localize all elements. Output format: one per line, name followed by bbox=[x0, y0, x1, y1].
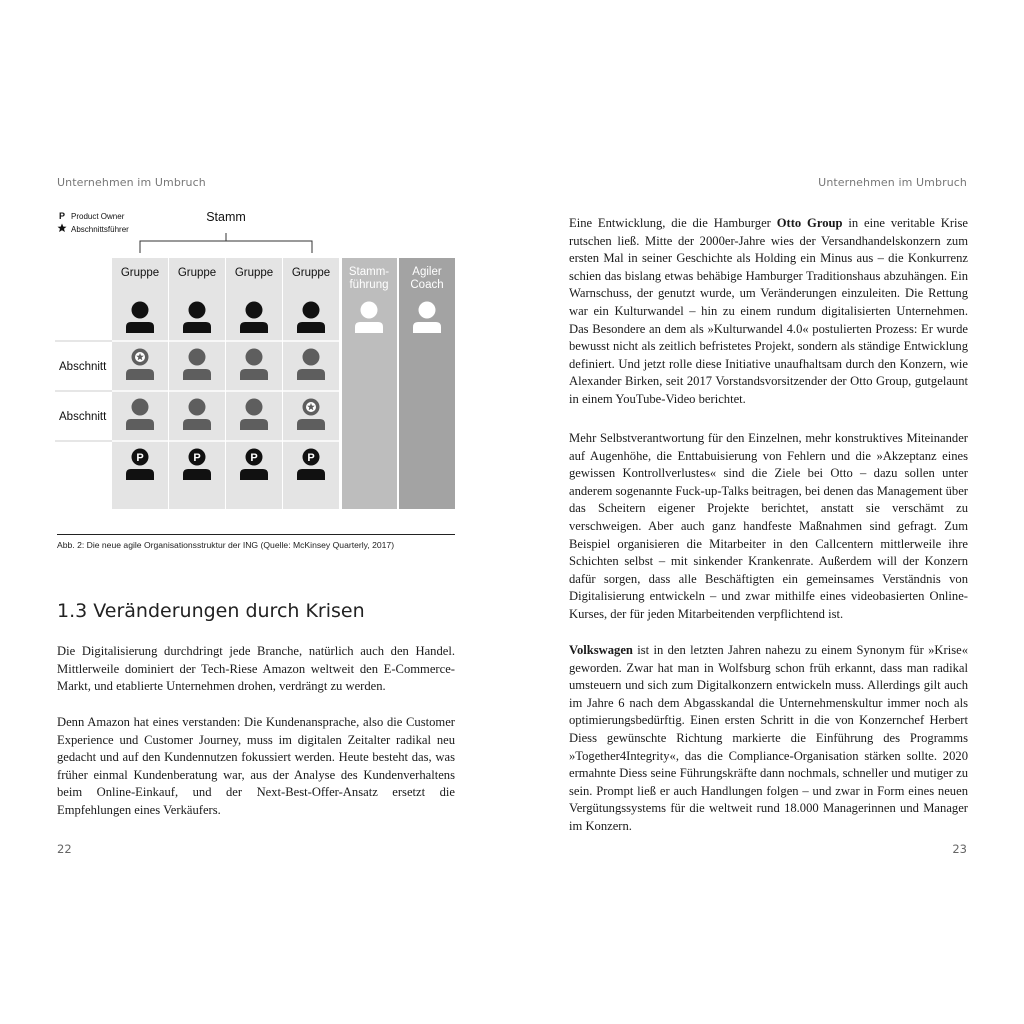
column-header-stamm-line2: führung bbox=[349, 279, 389, 291]
column-stamm-fuehrung bbox=[342, 258, 397, 509]
section-heading: 1.3 Veränderungen durch Krisen bbox=[57, 600, 365, 622]
page-number-right: 23 bbox=[952, 842, 967, 856]
column-header-gruppe-1: Gruppe bbox=[120, 267, 160, 279]
running-head-right: Unternehmen im Umbruch bbox=[818, 176, 967, 189]
left-paragraph-1: Die Digitalisierung durchdringt jede Branche, natürlich auch den Handel. Mittlerweile dominiert der Tech-Riese Amazon weltweit den E-Commerce-Markt, und etablierte Unternehmen drohen, verdrängt zu werden. bbox=[57, 644, 455, 694]
otto-text-post: in eine veritable Krise rutschen ließ. Mitte der 2000er-Jahre wies der Versandhandelskonzern zum ersten Mal in seiner Geschichte als Holding ein Minus aus – die Konkurrenz schien das bislang etwas behäbige Hamburger Traditionshaus abzuhängen. Ein Warnschuss, der genutzt wurde, um Veränderungen einzuleiten. Die Rettung war ein Kulturwandel – hin zu einem rundum digitalisierten Unternehmen. Das Besondere an dem als »Kulturwandel 4.0« postulierten Prozess: Er wurde bewusst nicht als zeitlich befristetes Projekt, sondern als ständige Entwicklung definiert. Und jetzt rolle diese Initiative unaufhaltsam durch den Konzern, wie Alexander Birken, seit 2017 Vorstandsvorsitzender der Otto Group, gutgelaunt in einem YouTube-Video berichtet. bbox=[569, 216, 968, 406]
volkswagen-text: ist in den letzten Jahren nahezu zu einem Synonym für »Krise« geworden. Zwar hat man in Wolfsburg schon früh erkannt, dass man radikal umsteuern und sich zum Digitalkonzern entwickeln muss. Allerdings gilt auch im Jahre 6 nach dem Abgasskandal die Unternehmenskultur immer noch als optimierungsbedürftig. Einen ersten Schritt in die von Konzernchef Herbert Diess gewünschte Richtung markierte die Einführung des Programms »Together4Integrity«, das die Compliance-Organisation stärken sollte. 2020 ermahnte Diess seine Führungskräfte dann nochmals, schneller und mutiger zu sein. Prompt ließ er auch Handlungen folgen – und zwar in Form eines neuen Vergütungssystems für die weltweit rund 18.000 Managerinnen und Manager im Konzern. bbox=[569, 643, 968, 833]
column-agiler-coach bbox=[399, 258, 455, 509]
running-head-left: Unternehmen im Umbruch bbox=[57, 176, 206, 189]
figure-caption: Abb. 2: Die neue agile Organisationsstruktur der ING (Quelle: McKinsey Quarterly, 2017) bbox=[57, 540, 395, 550]
svg-text:P: P bbox=[250, 452, 258, 464]
column-header-coach-line2: Coach bbox=[410, 279, 444, 291]
org-structure-figure bbox=[55, 205, 459, 515]
column-header-gruppe-3: Gruppe bbox=[234, 267, 274, 279]
right-paragraph-2: Mehr Selbstverantwortung für den Einzelnen, mehr konstruktives Miteinander auf Augenhöhe, die Enttabuisierung von Fehlern und die »Akzeptanz eines gewissen Kontrollverlustes« sind die Ziele bei Otto – dazu sollen unter anderem sogenannte Fuck-up-Talks beitragen, bei denen das Management über das Scheitern eigener Projekte berichtet, anstatt sie verschämt zu verschweigen. Aber auch ganz handfeste Maßnahmen sind gefragt. Zum Beispiel organisieren die Mitarbeiter in den Callcentern mittlerweile ihre Schichten selbst – mit sinkender Krankenrate. Außerdem will der Konzern dafür sorgen, dass alle Beschäftigten ein gemeinsames Verständnis von Digitalisierung entwickeln – und zwar mithilfe eines videobasierten Online-Kurses, der für jeden Mitarbeitenden verpflichtend ist. bbox=[569, 431, 968, 621]
figure-rule bbox=[57, 534, 455, 535]
column-header-gruppe-2: Gruppe bbox=[177, 267, 217, 279]
svg-text:P: P bbox=[193, 452, 201, 464]
page-number-left: 22 bbox=[57, 842, 72, 856]
legend-p-marker: P bbox=[59, 211, 66, 221]
legend-product-owner: Product Owner bbox=[71, 212, 125, 221]
right-paragraph-otto bbox=[569, 215, 968, 409]
legend-section-leader: Abschnittsführer bbox=[71, 225, 129, 234]
stamm-bracket bbox=[140, 233, 312, 253]
column-header-stamm-line1: Stamm- bbox=[348, 266, 390, 278]
otto-text-pre: Eine Entwicklung, die die Hamburger bbox=[569, 216, 777, 230]
column-header-coach-line1: Agiler bbox=[412, 266, 442, 278]
column-header-gruppe-4: Gruppe bbox=[291, 267, 331, 279]
otto-group-bold: Otto Group bbox=[776, 216, 843, 230]
legend-star-icon bbox=[58, 224, 67, 233]
left-paragraph-2: Denn Amazon hat eines verstanden: Die Kundenansprache, also die Customer Experience und Customer Journey, muss im digitalen Zeitalter radikal neu gedacht und auf den Kundennutzen fokussiert werden. Heute besteht das, was früher einmal Kundenberatung war, aus der Analyse des Kundenverhaltens beim Online-Einkauf, und der Next-Best-Offer-Ansatz ersetzt die Empfehlungen eines Verkäufers. bbox=[57, 715, 455, 817]
right-paragraph-volkswagen bbox=[569, 642, 968, 836]
row-label-abschnitt-2: Abschnitt bbox=[59, 411, 107, 423]
svg-text:P: P bbox=[307, 452, 315, 464]
volkswagen-bold: Volkswagen bbox=[569, 643, 633, 657]
stamm-label: Stamm bbox=[206, 210, 246, 224]
svg-text:P: P bbox=[136, 452, 144, 464]
row-label-abschnitt-1: Abschnitt bbox=[59, 361, 107, 373]
